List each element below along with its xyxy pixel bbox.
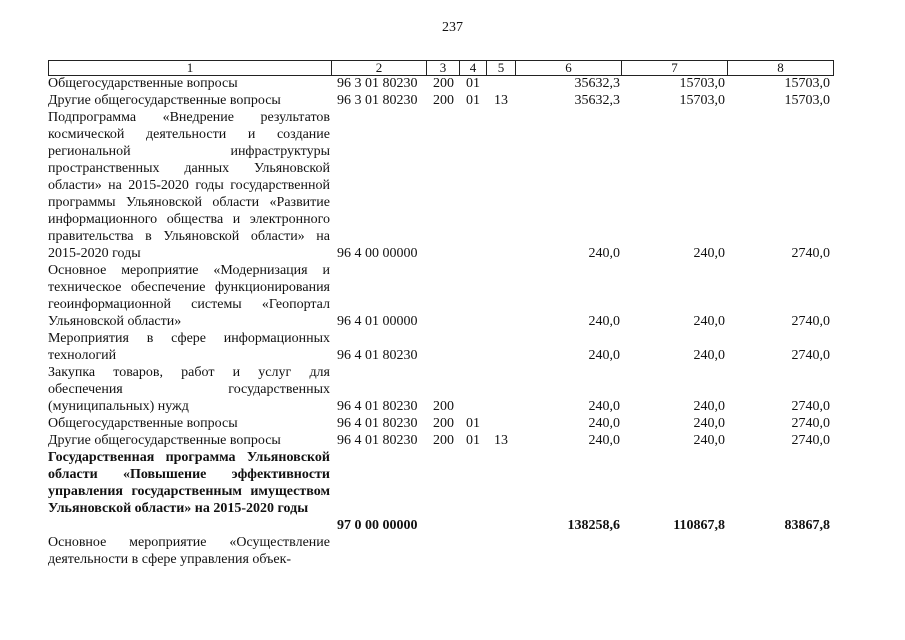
row-description: Основное мероприятие «Модернизация и техническое обеспечение функционирования геоинформационной системы «Геопортал Ульяновской области» [48, 263, 330, 329]
row-description: Другие общегосударственные вопросы [48, 433, 281, 448]
row-description: Общегосударственные вопросы [48, 76, 238, 91]
table-row [0, 109, 905, 262]
row-value-col8: 15703,0 [784, 93, 830, 108]
row-section: 01 [466, 416, 480, 431]
table-row [0, 330, 905, 364]
row-subsection: 13 [494, 93, 508, 108]
row-value-col8: 2740,0 [791, 433, 830, 448]
column-header-4: 4 [460, 61, 487, 76]
table-row [0, 262, 905, 330]
row-value-col7: 240,0 [693, 399, 725, 414]
row-code: 96 3 01 80230 [337, 76, 418, 91]
row-value-col7: 15703,0 [679, 76, 725, 91]
column-header-1: 1 [49, 61, 332, 76]
row-value-col8: 2740,0 [791, 314, 830, 329]
row-code: 96 4 01 80230 [337, 348, 418, 363]
row-value-col6: 240,0 [588, 433, 620, 448]
row-value-col7: 15703,0 [679, 93, 725, 108]
row-value-col7: 240,0 [693, 246, 725, 261]
row-value-col8: 2740,0 [791, 416, 830, 431]
column-header-3: 3 [427, 61, 460, 76]
row-expense-type: 200 [433, 76, 454, 91]
table-row [0, 364, 905, 415]
row-code: 96 4 01 80230 [337, 433, 418, 448]
column-header-5: 5 [487, 61, 516, 76]
row-description: Государственная программа Ульяновской области «Повышение эффективности управления государственным имуществом Ульяновской области» на 2015-2020 годы [48, 450, 330, 516]
row-section: 01 [466, 433, 480, 448]
column-header-7: 7 [622, 61, 728, 76]
row-value-col7: 110867,8 [673, 518, 725, 533]
row-value-col7: 240,0 [693, 348, 725, 363]
table-row [0, 415, 905, 432]
column-header-2: 2 [332, 61, 427, 76]
row-value-col6: 35632,3 [574, 76, 620, 91]
column-header-row [49, 61, 834, 76]
row-value-col6: 240,0 [588, 399, 620, 414]
row-description: Подпрограмма «Внедрение результатов космической деятельности и создание региональной инфраструктуры пространственных данных Ульяновской области» на 2015-2020 годы государственной программы Ульяновской области «Развитие информационного общества и электронного правительства в Ульяновской области» на 2015-2020 годы [48, 110, 330, 261]
row-expense-type: 200 [433, 433, 454, 448]
row-value-col8: 2740,0 [791, 399, 830, 414]
row-description: Другие общегосударственные вопросы [48, 93, 281, 108]
column-header-8: 8 [728, 61, 834, 76]
row-code: 96 4 00 00000 [337, 246, 418, 261]
table-row [0, 534, 905, 568]
row-value-col8: 2740,0 [791, 348, 830, 363]
table-row [0, 75, 905, 92]
row-code: 97 0 00 00000 [337, 518, 418, 533]
row-description: Закупка товаров, работ и услуг для обеспечения государственных (муниципальных) нужд [48, 365, 330, 414]
row-description: Основное мероприятие «Осуществление деятельности в сфере управления объек- [48, 535, 330, 567]
row-value-col7: 240,0 [693, 433, 725, 448]
row-value-col6: 35632,3 [574, 93, 620, 108]
row-value-col6: 240,0 [588, 246, 620, 261]
row-section: 01 [466, 93, 480, 108]
column-header-6: 6 [516, 61, 622, 76]
row-value-col6: 138258,6 [567, 518, 620, 533]
row-value-col8: 2740,0 [791, 246, 830, 261]
row-value-col6: 240,0 [588, 416, 620, 431]
row-description: Мероприятия в сфере информационных технологий [48, 331, 330, 363]
row-expense-type: 200 [433, 399, 454, 414]
row-code: 96 4 01 80230 [337, 416, 418, 431]
row-description: Общегосударственные вопросы [48, 416, 238, 431]
row-code: 96 3 01 80230 [337, 93, 418, 108]
column-header-table [48, 60, 834, 76]
table-row [0, 432, 905, 449]
row-expense-type: 200 [433, 416, 454, 431]
table-row [0, 92, 905, 109]
table-row [0, 449, 905, 534]
row-value-col8: 15703,0 [784, 76, 830, 91]
row-value-col7: 240,0 [693, 314, 725, 329]
row-subsection: 13 [494, 433, 508, 448]
row-value-col8: 83867,8 [784, 518, 830, 533]
budget-table-body [0, 75, 905, 568]
page-number: 237 [442, 20, 463, 35]
row-value-col6: 240,0 [588, 348, 620, 363]
row-value-col7: 240,0 [693, 416, 725, 431]
row-code: 96 4 01 80230 [337, 399, 418, 414]
row-expense-type: 200 [433, 93, 454, 108]
row-code: 96 4 01 00000 [337, 314, 418, 329]
row-value-col6: 240,0 [588, 314, 620, 329]
row-section: 01 [466, 76, 480, 91]
